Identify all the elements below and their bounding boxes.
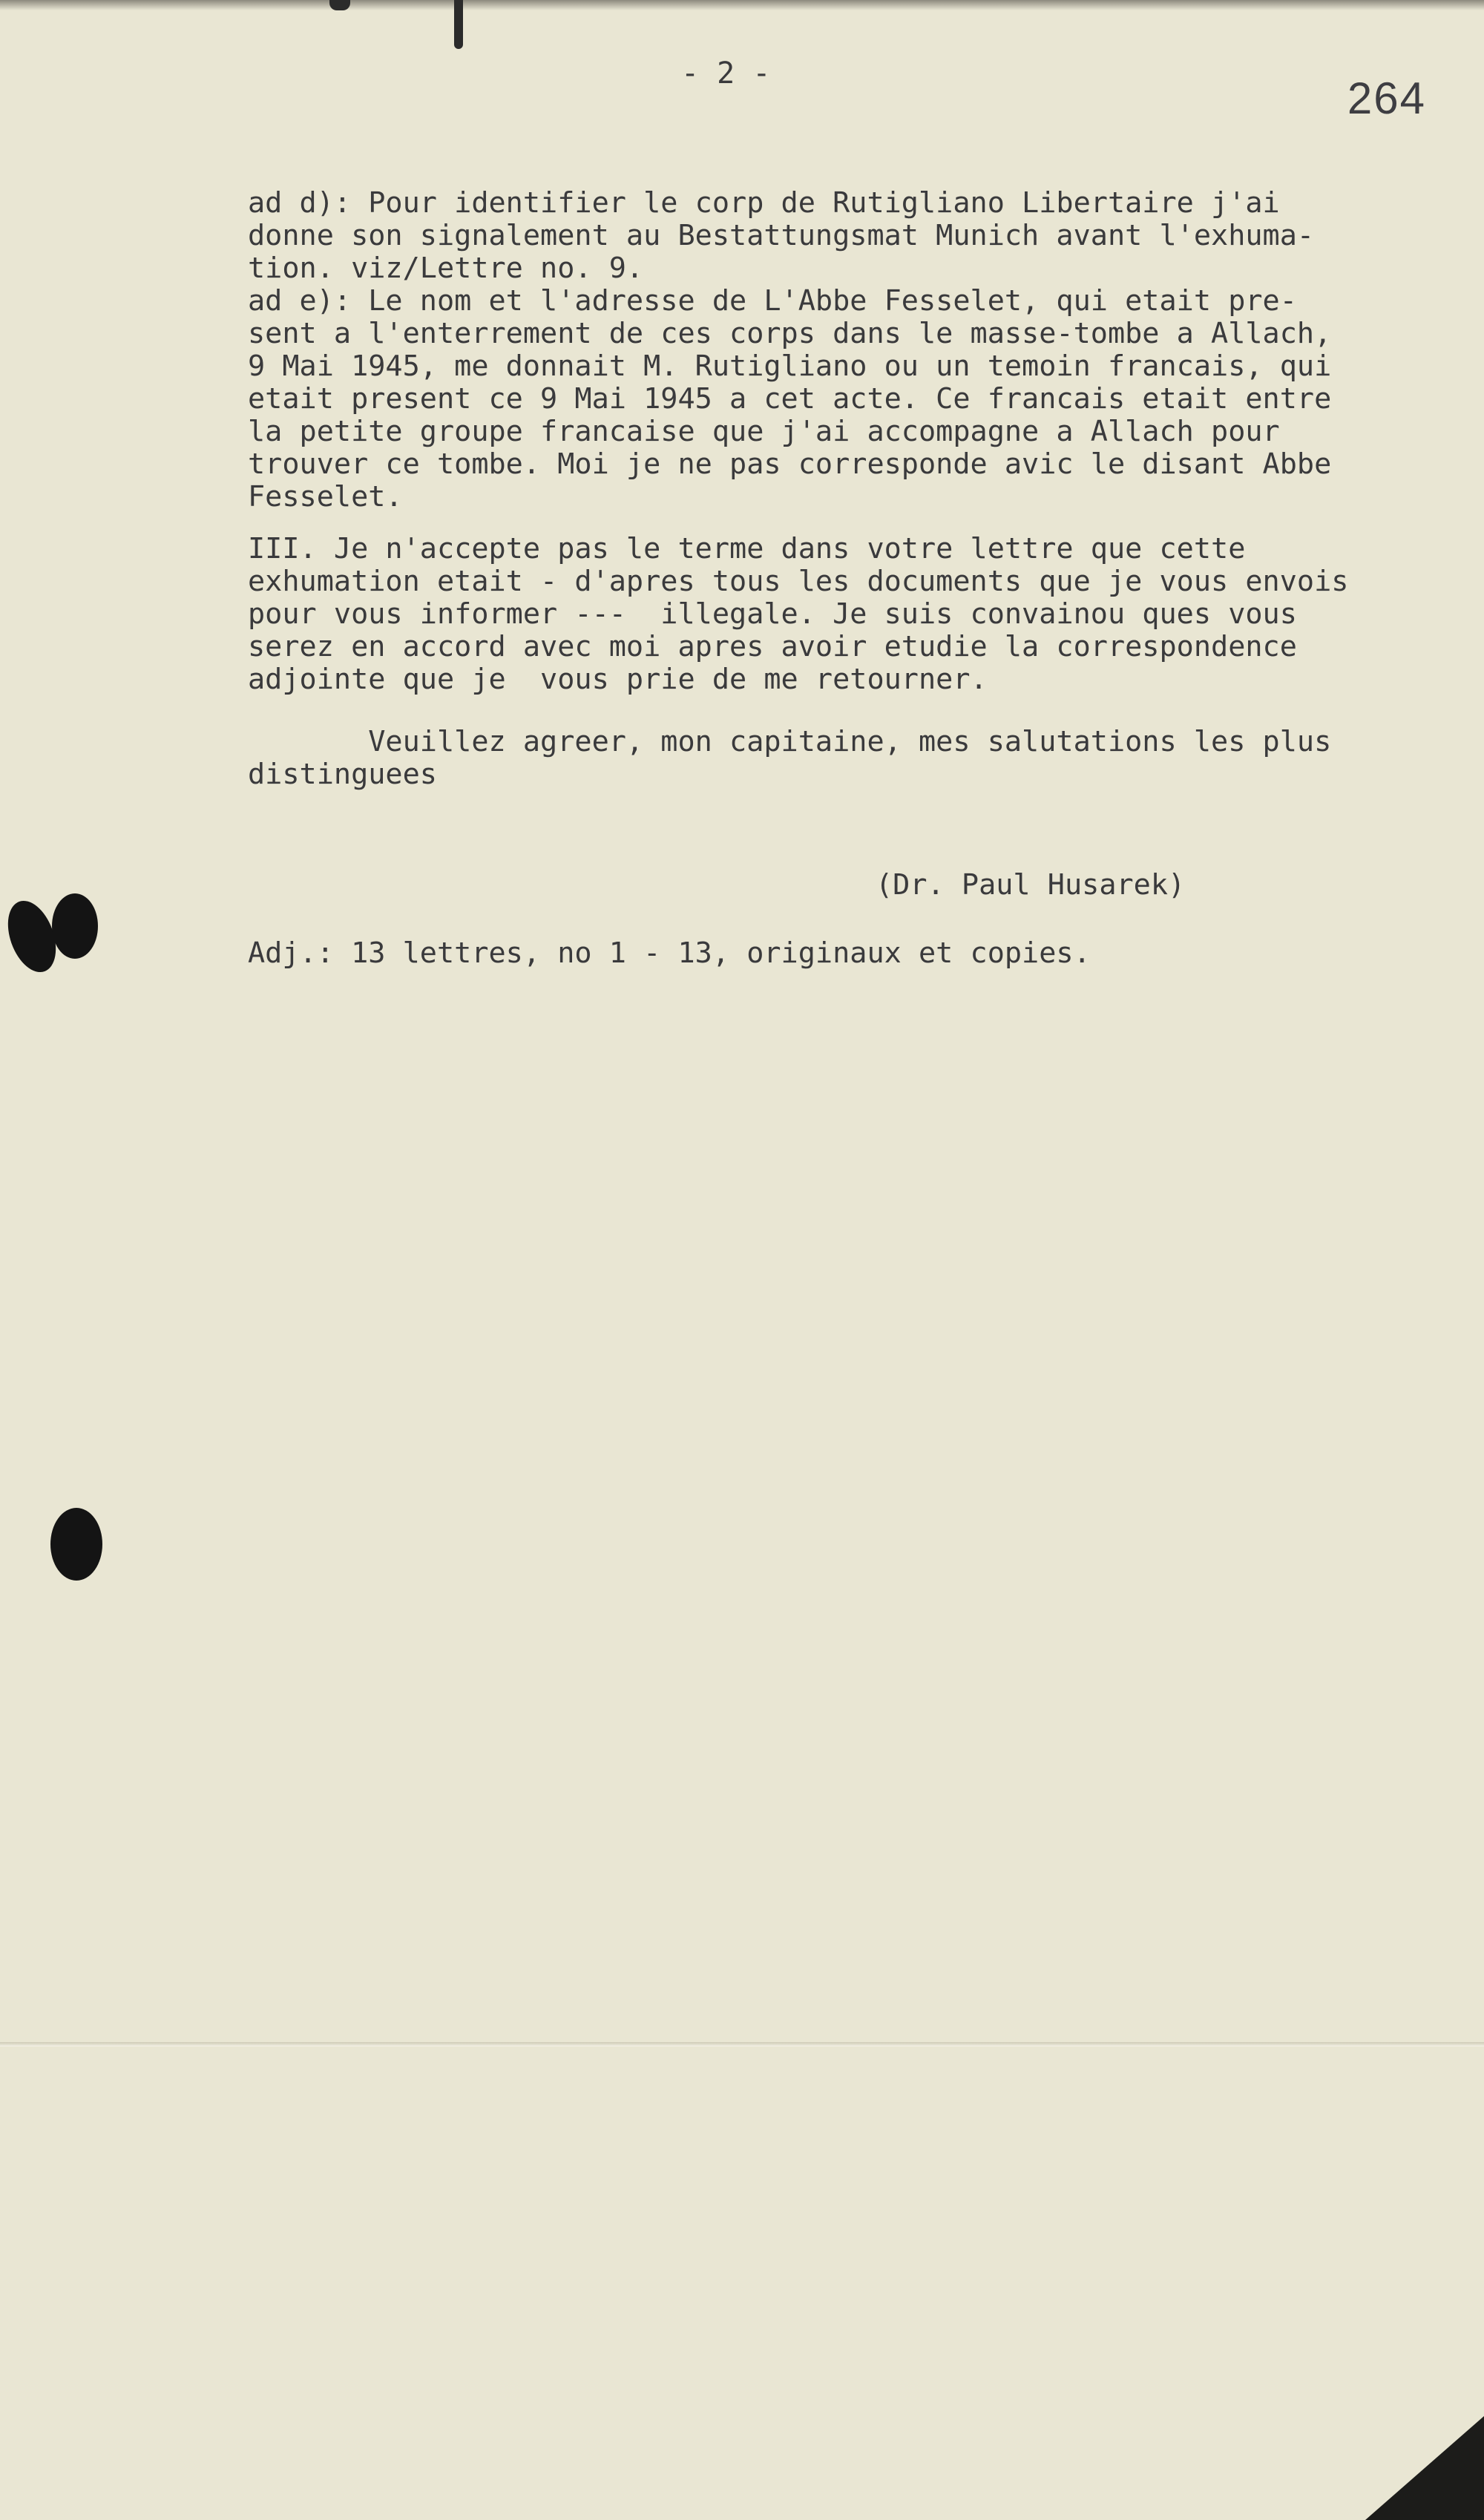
punch-hole bbox=[50, 1508, 102, 1581]
signature-line: (Dr. Paul Husarek) bbox=[876, 868, 1186, 902]
archive-number: 264 bbox=[1347, 73, 1426, 123]
ink-mark-small bbox=[329, 0, 350, 10]
paragraph-ad-d: ad d): Pour identifier le corp de Rutigliano Libertaire j'ai donne son signalement au Bestattungsmat Munich avant l'exhuma- tion. viz/Lettre no. 9. bbox=[248, 186, 1315, 285]
attachments-line: Adj.: 13 lettres, no 1 - 13, originaux et copies. bbox=[248, 936, 1091, 970]
paragraph-ad-e: ad e): Le nom et l'adresse de L'Abbe Fesselet, qui etait pre- sent a l'enterrement de ces corps dans le masse-tombe a Allach, 9 Mai 1945, me donnait M. Rutigliano ou un temoin francais, qui etait present ce 9 Mai 1945 a cet acte. Ce francais etait entre la petite groupe francaise que j'ai accompagne a Allach pour trouver ce tombe. Moi je ne pas corresponde avic le disant Abbe Fesselet. bbox=[248, 284, 1332, 513]
torn-corner bbox=[1365, 2416, 1484, 2520]
page-top-shadow bbox=[0, 0, 1484, 10]
page-number: - 2 - bbox=[681, 56, 771, 91]
paper-fold bbox=[0, 2042, 1484, 2047]
paragraph-iii: III. Je n'accepte pas le terme dans votre lettre que cette exhumation etait - d'apres tous les documents que je vous envois pour vous informer --- illegale. Je suis convainou ques vous serez en accord avec moi apres avoir etudie la correspondence adjointe que je vous prie de me retourner. bbox=[248, 532, 1349, 696]
closing-salutation: Veuillez agreer, mon capitaine, mes salutations les plus distinguees bbox=[248, 725, 1332, 791]
ink-mark bbox=[454, 0, 463, 49]
punch-hole bbox=[52, 893, 98, 959]
